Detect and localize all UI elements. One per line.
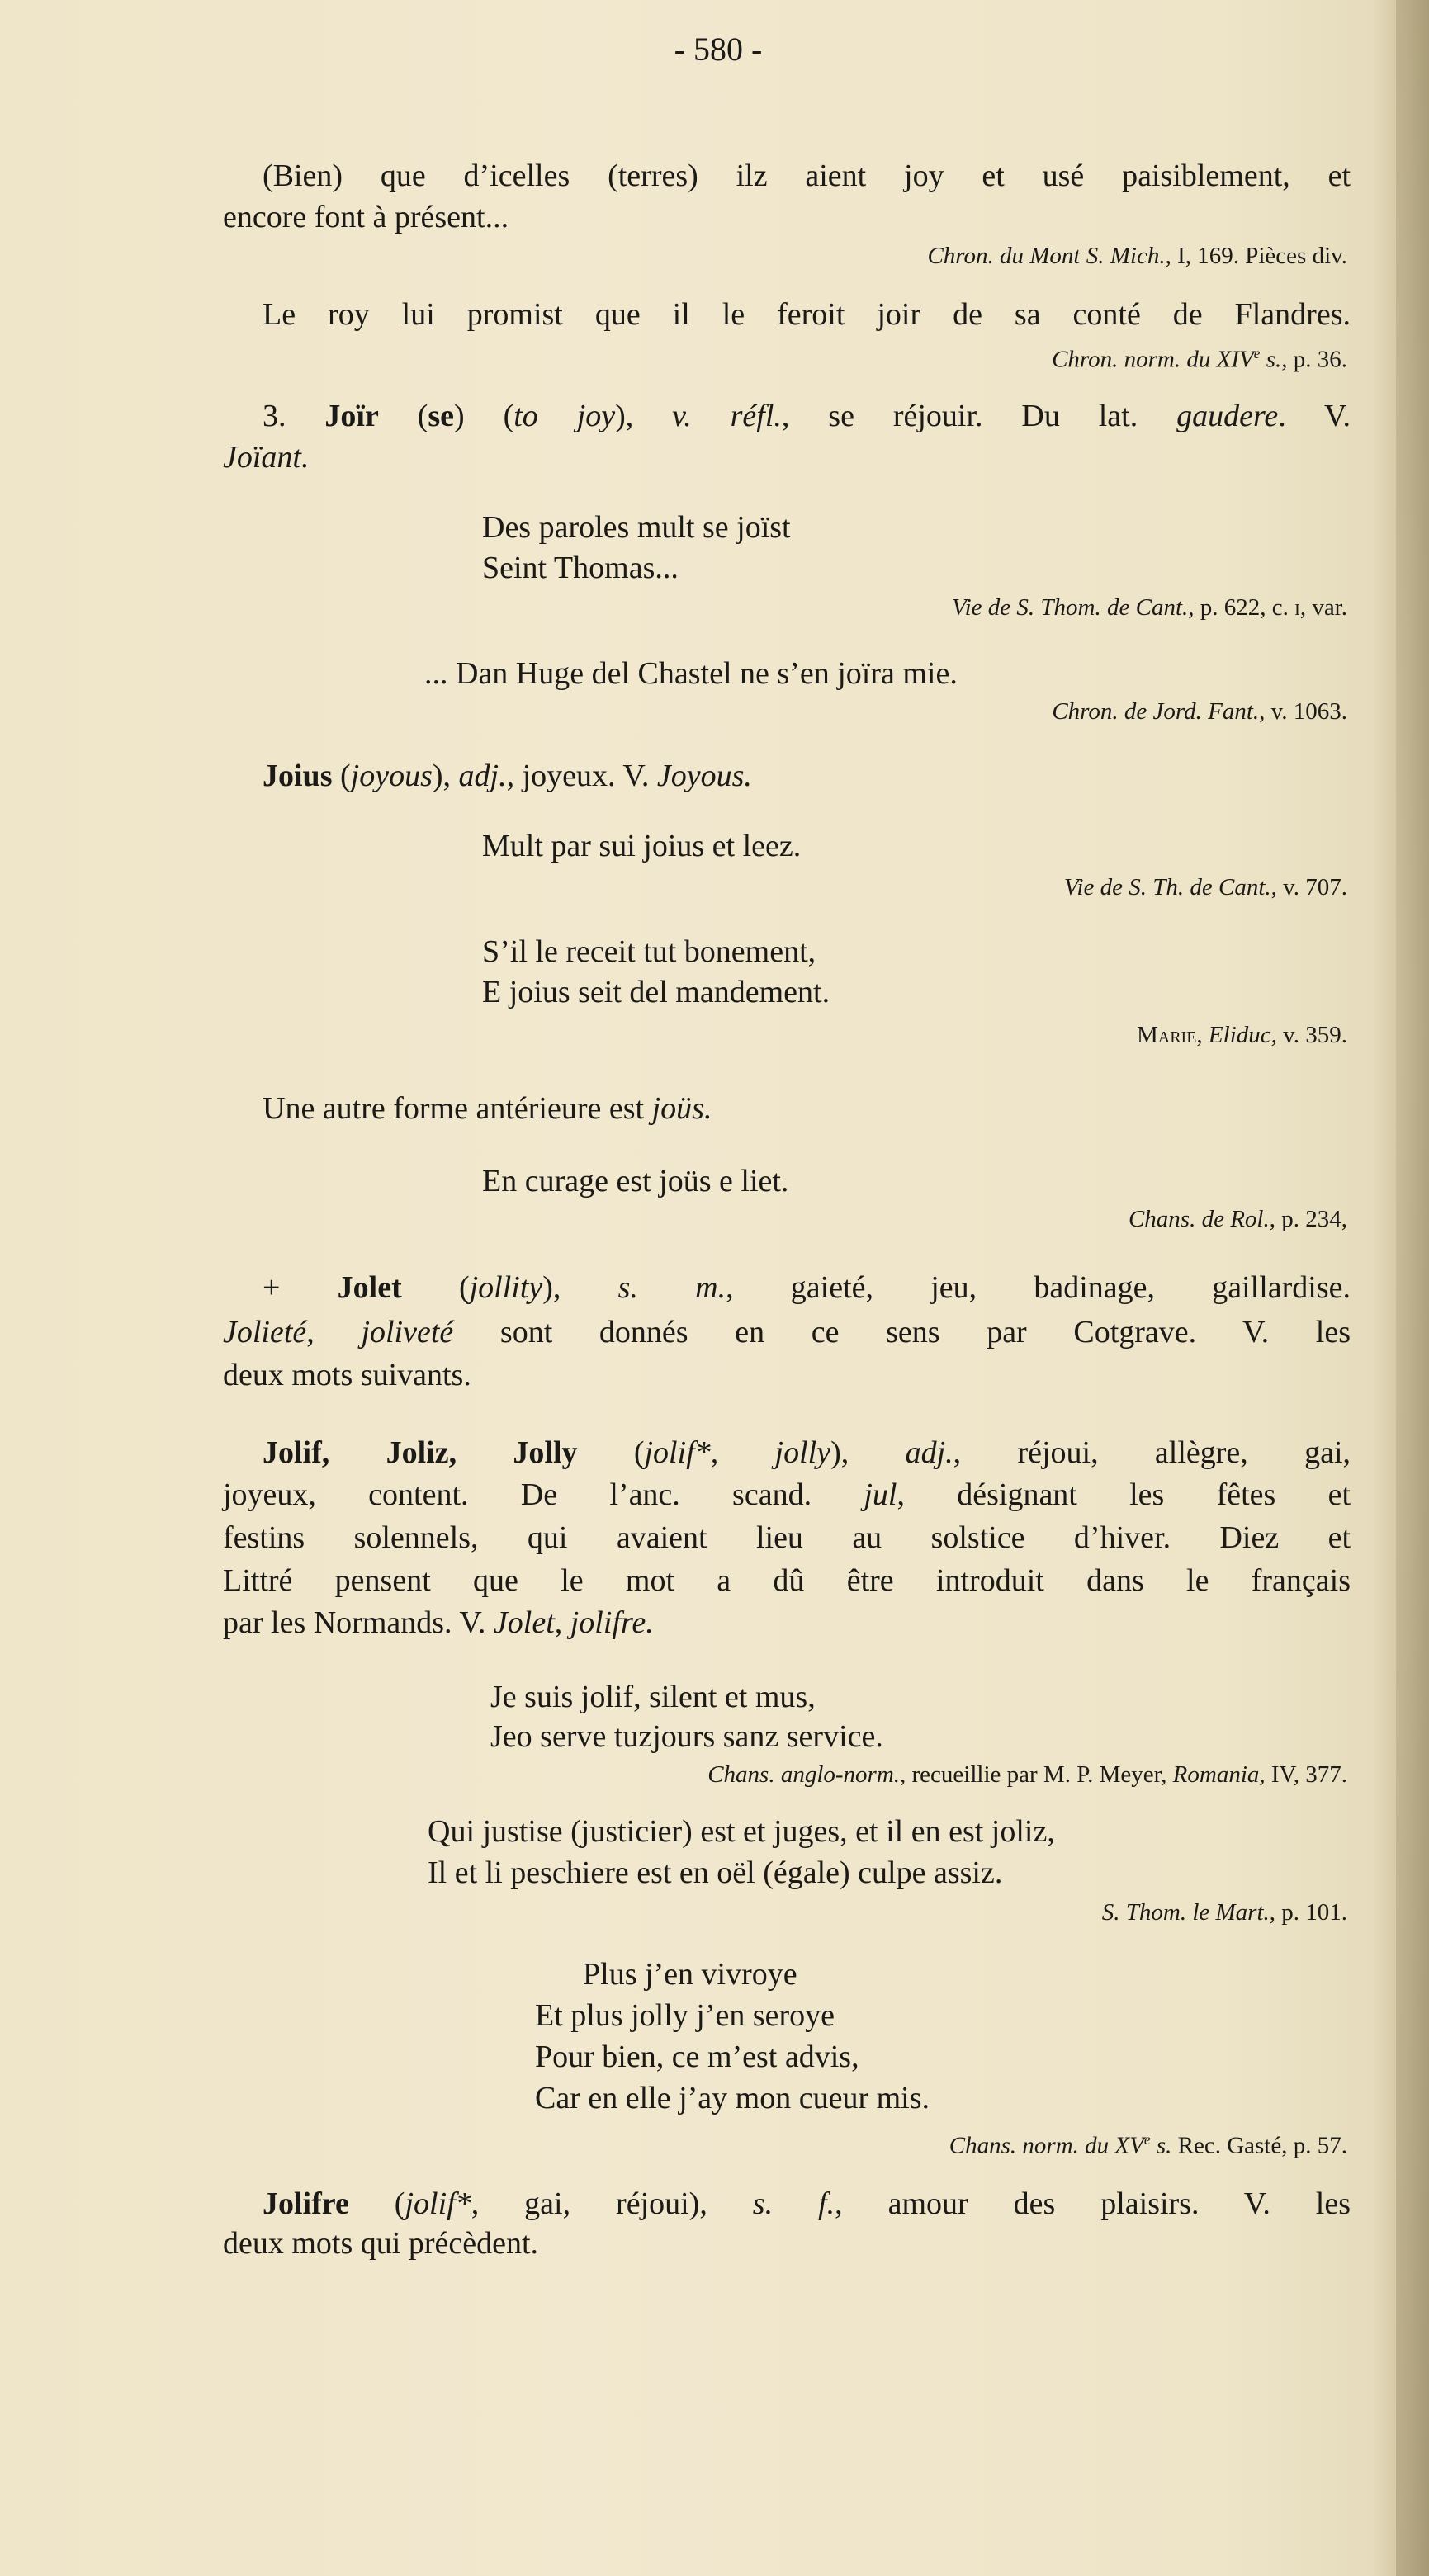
text-run: , désignant les fêtes et (897, 1477, 1351, 1512)
superscript: e (1253, 345, 1261, 362)
text-run: ), (542, 1270, 618, 1305)
text-run: S’il le receit tut bonement, (482, 934, 816, 969)
italic-text: Vie de S. Th. de Cant. (1063, 874, 1271, 900)
verse-line (490, 1679, 816, 1715)
italic-text: Jolieté (223, 1315, 307, 1349)
text-run: ... Dan Huge del Chastel ne s’en joïra mie. (424, 656, 958, 691)
italic-text: joliveté (361, 1315, 454, 1349)
text-run: ( (577, 1435, 645, 1470)
text-run: ), (432, 759, 459, 793)
paragraph-line (223, 1477, 1351, 1513)
italic-text: Chron. du Mont S. Mich. (927, 243, 1166, 269)
headword: Jolet (337, 1270, 402, 1305)
text-run: , p. 101. (1269, 1899, 1347, 1926)
page-edge-shadow (1396, 0, 1429, 2576)
verse-line (490, 1718, 883, 1755)
headword: Jolif, Joliz, Jolly (263, 1435, 578, 1470)
citation-line (927, 242, 1347, 270)
citation-line (707, 1761, 1347, 1789)
text-run: Qui justise (justicier) est et juges, et il en est joliz, (428, 1814, 1055, 1849)
paragraph-line (263, 158, 1351, 194)
text-run: Littré pensent que le mot a dû être introduit dans le français (223, 1563, 1351, 1598)
paragraph-line (223, 1562, 1351, 1599)
italic-text: Chans. anglo-norm. (707, 1761, 901, 1788)
paragraph-line (223, 2225, 538, 2262)
text-run: deux mots qui précèdent. (223, 2226, 539, 2261)
text-run: , amour des plaisirs. V. les (835, 2186, 1351, 2221)
text-run: ) ( (454, 399, 514, 433)
italic-text: s. f. (752, 2186, 835, 2221)
text-run: ( (378, 399, 428, 433)
text-run: ), (830, 1435, 906, 1470)
text-run: sont donnés en ce sens par Cotgrave. V. les (453, 1315, 1351, 1349)
italic-text: s. (1150, 2132, 1172, 2159)
italic-text: jollity (469, 1270, 543, 1305)
italic-text: Jolet, jolifre. (493, 1605, 654, 1640)
verse-line (535, 2080, 930, 2116)
text-run: Une autre forme antérieure est (263, 1091, 652, 1126)
text-run: ( (401, 1270, 470, 1305)
italic-text: Romania, (1172, 1761, 1266, 1788)
text-run: , v. 1063. (1259, 698, 1347, 725)
citation-line (952, 593, 1347, 622)
text-run: , p. 622, c. (1188, 594, 1295, 621)
verse-line (482, 828, 801, 864)
text-run: Pour bien, ce m’est advis, (535, 2040, 859, 2074)
text-run: ( (332, 759, 351, 793)
paragraph-line (223, 1520, 1351, 1556)
headword: Joius (263, 759, 333, 793)
text-run: , I, 169. Pièces div. (1165, 243, 1347, 269)
verse-line (482, 509, 791, 546)
paragraph-line (263, 1090, 712, 1127)
text-run: , p. 234, (1269, 1206, 1347, 1232)
citation-line (1102, 1898, 1347, 1926)
verse-line (535, 2039, 859, 2075)
verse-line (482, 934, 816, 970)
text-run: Mult par sui joius et leez. (482, 829, 802, 863)
text-run: ( (348, 2186, 405, 2221)
text-run: Rec. Gasté, p. 57. (1171, 2132, 1347, 2159)
citation-line (1052, 697, 1347, 726)
text-run: festins solennels, qui avaient lieu au solstice d’hiver. Diez et (223, 1520, 1351, 1555)
text-run: + (263, 1270, 338, 1305)
italic-text: Eliduc, (1208, 1022, 1277, 1048)
verse-line (583, 1956, 797, 1992)
text-run: , v. 707. (1270, 874, 1347, 900)
text-run: ), (615, 399, 673, 433)
italic-text: Chans. norm. du XV (949, 2132, 1144, 2159)
headword: se (428, 399, 455, 433)
text-run: , joyeux. V. (506, 759, 657, 793)
verse-line (428, 1813, 1055, 1850)
text-run: , gaieté, jeu, badinage, gaillardise. (726, 1270, 1351, 1305)
citation-line (1052, 339, 1347, 373)
text-run: , (306, 1315, 362, 1349)
text-run: E joius seit del mandement. (482, 975, 830, 1009)
paragraph-line (263, 1269, 1351, 1306)
verse-line (482, 974, 830, 1010)
text-run: . V. (1278, 399, 1351, 433)
text-run: encore font à présent... (223, 200, 509, 234)
citation-line (1137, 1021, 1347, 1049)
italic-text: adj. (905, 1435, 953, 1470)
text-run: Le roy lui promist que il le feroit joir de sa conté de Flandres. (263, 297, 1351, 332)
text-run: Et plus jolly j’en seroye (535, 1998, 835, 2033)
italic-text: joyous (350, 759, 433, 793)
headword: Joïr (324, 399, 379, 433)
italic-text: adj. (458, 759, 507, 793)
paragraph-line (223, 1357, 471, 1393)
italic-text: jul (864, 1477, 897, 1512)
small-caps-text: Marie (1136, 1022, 1197, 1048)
italic-text: Vie de S. Thom. de Cant. (952, 594, 1189, 621)
text-run: , var. (1299, 594, 1347, 621)
text-run: Je suis jolif, silent et mus, (490, 1680, 816, 1714)
italic-text: jolif*, jolly (644, 1435, 831, 1470)
italic-text: Joïant. (223, 440, 310, 475)
italic-text: s. (1260, 346, 1282, 373)
verse-line (424, 655, 958, 692)
paragraph-line (263, 758, 752, 794)
paragraph-line (223, 199, 509, 235)
small-caps-text: i (1294, 594, 1300, 621)
citation-line (1064, 873, 1347, 901)
text-run: Car en elle j’ay mon cueur mis. (535, 2081, 930, 2115)
italic-text: to joy (513, 399, 616, 433)
text-run: Seint Thomas... (482, 551, 679, 585)
text-run: , p. 36. (1281, 346, 1347, 373)
citation-line (949, 2125, 1347, 2159)
text-run: 3. (263, 399, 325, 433)
text-run: , se réjouir. Du lat. (781, 399, 1177, 433)
text-run: , gai, réjoui), (471, 2186, 753, 2221)
paragraph-line (223, 439, 309, 475)
headword: Jolifre (263, 2186, 349, 2221)
verse-line (482, 550, 679, 586)
italic-text: jolif* (405, 2186, 471, 2221)
italic-text: v. réfl. (672, 399, 782, 433)
verse-line (535, 1997, 835, 2034)
superscript: e (1143, 2131, 1151, 2148)
italic-text: joüs. (651, 1091, 712, 1126)
page-number: - 580 - (674, 31, 763, 68)
italic-text: Chron. norm. du XIV (1052, 346, 1254, 373)
text-run: joyeux, content. De l’anc. scand. (223, 1477, 864, 1512)
text-run: deux mots suivants. (223, 1358, 471, 1392)
paragraph-line (263, 398, 1351, 434)
text-run: Plus j’en vivroye (583, 1957, 797, 1992)
verse-line (482, 1163, 788, 1199)
text-run: , (1196, 1022, 1209, 1048)
text-run: Des paroles mult se joïst (482, 510, 791, 545)
paragraph-line (263, 296, 1351, 333)
text-run: (Bien) que d’icelles (terres) ilz aient joy et usé paisiblement, et (263, 158, 1351, 193)
text-run: par les Normands. V. (223, 1605, 494, 1640)
text-run: v. 359. (1276, 1022, 1347, 1048)
citation-line (1129, 1205, 1347, 1233)
italic-text: S. Thom. le Mart. (1101, 1899, 1270, 1926)
text-run: Jeo serve tuzjours sanz service. (490, 1719, 883, 1754)
text-run: En curage est joüs e liet. (482, 1164, 789, 1198)
paragraph-line (263, 1435, 1351, 1471)
verse-line (428, 1855, 1002, 1891)
paragraph-line (263, 2186, 1351, 2222)
italic-text: Chans. de Rol. (1128, 1206, 1270, 1232)
italic-text: gaudere (1176, 399, 1279, 433)
text-run: IV, 377. (1265, 1761, 1347, 1788)
text-run: Il et li peschiere est en oël (égale) culpe assiz. (428, 1855, 1003, 1890)
text-run: , réjoui, allègre, gai, (953, 1435, 1351, 1470)
text-run: , recueillie par M. P. Meyer, (900, 1761, 1173, 1788)
paragraph-line (223, 1314, 1351, 1350)
italic-text: Chron. de Jord. Fant. (1052, 698, 1260, 725)
italic-text: Joyous. (656, 759, 752, 793)
paragraph-line (223, 1605, 654, 1641)
italic-text: s. m. (617, 1270, 726, 1305)
